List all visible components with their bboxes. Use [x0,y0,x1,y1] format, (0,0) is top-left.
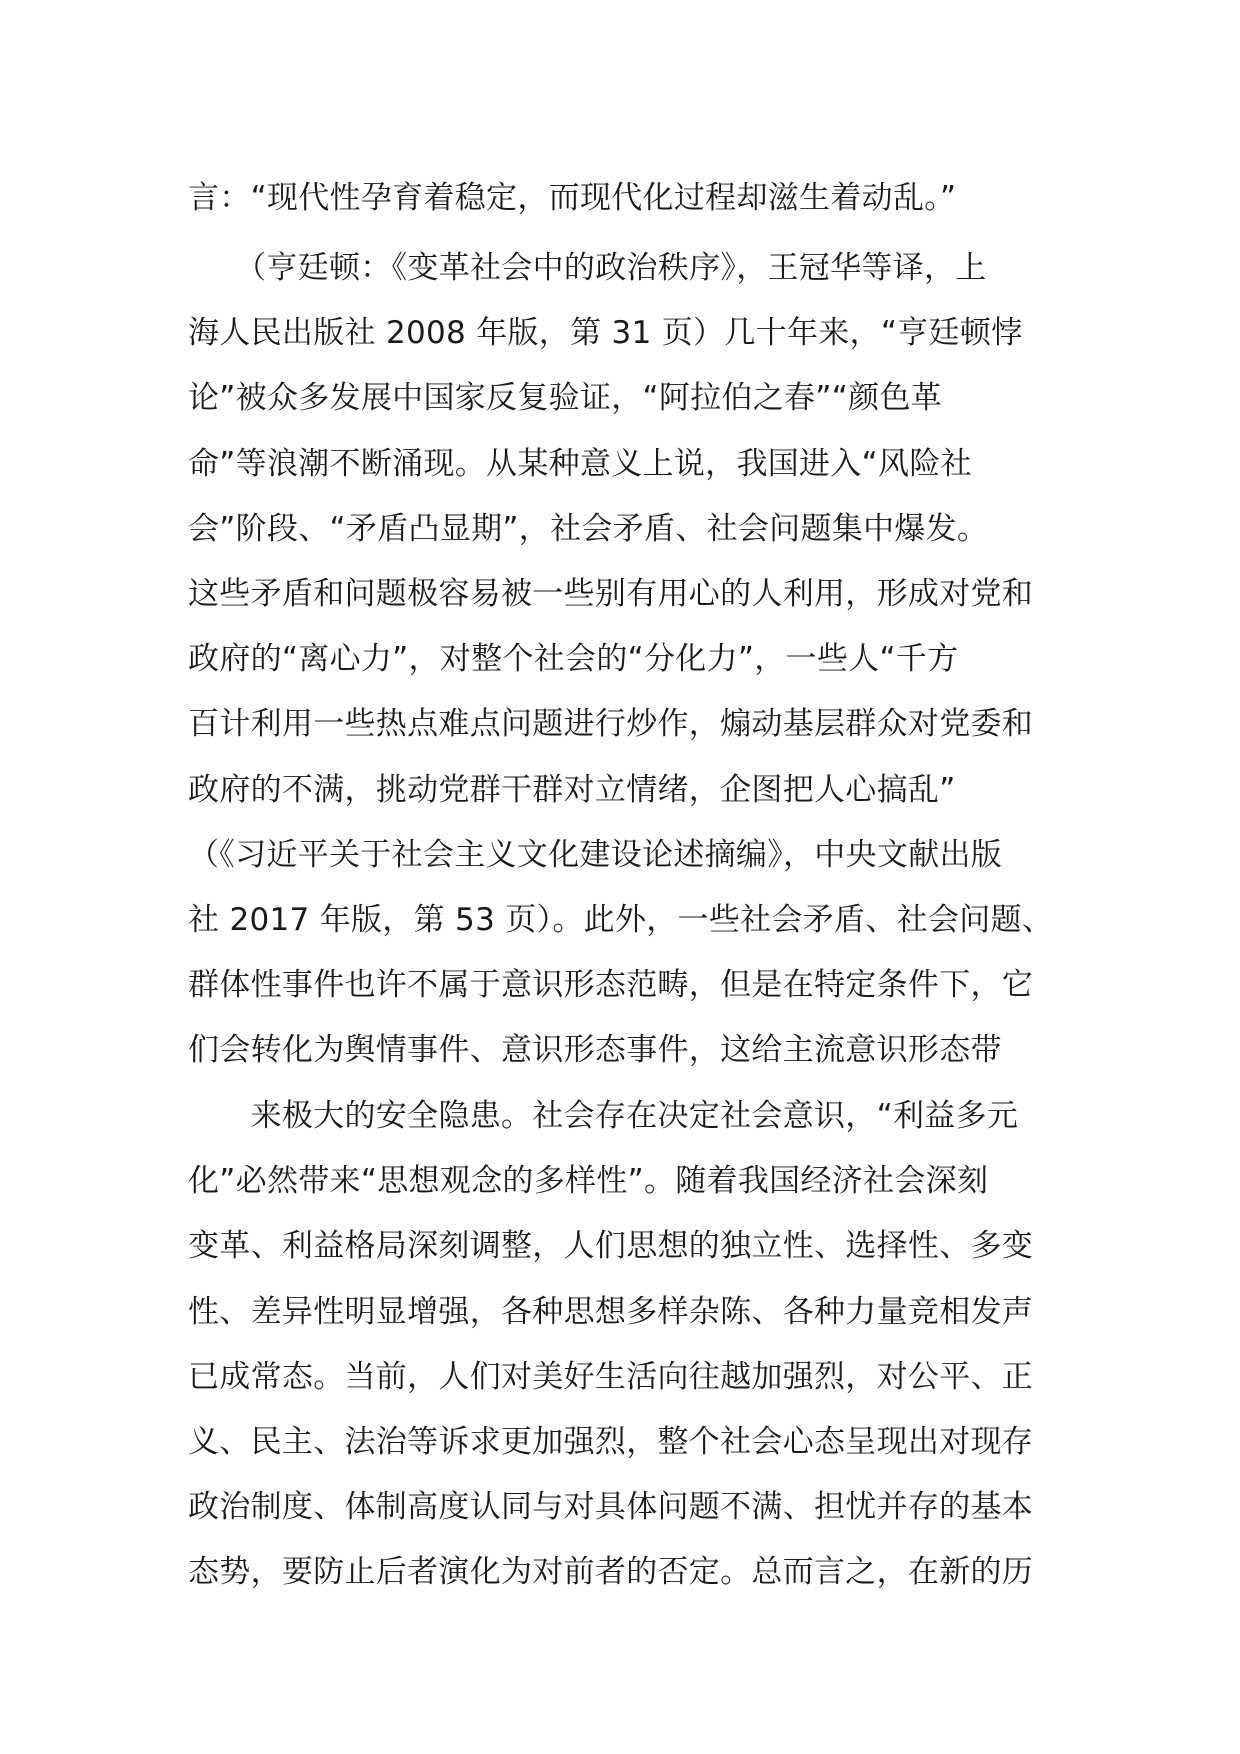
text-line: 百计利用一些热点难点问题进行炒作，煽动基层群众对党委和 [188,706,1034,743]
text-line: 政府的不满，挑动党群干群对立情绪，企图把人心搞乱” [188,771,956,808]
text-line: （《习近平关于社会主义文化建设论述摘编》，中央文献出版 [188,836,1003,873]
text-line: 政治制度、体制高度认同与对具体问题不满、担忧并存的基本 [188,1489,1034,1526]
text-line: 言：“现代性孕育着稳定，而现代化过程却滋生着动乱。” [188,180,957,216]
text-line: 政府的“离心力”，对整个社会的“分化力”，一些人“千方 [188,641,959,678]
text-line: 们会转化为舆情事件、意识形态事件，这给主流意识形态带 [188,1032,1002,1069]
text-line: 这些矛盾和问题极容易被一些别有用心的人利用，形成对党和 [188,575,1034,612]
text-line: 论”被众多发展中国家反复验证，“阿拉伯之春”“颜色革 [188,380,943,417]
text-line: 变革、利益格局深刻调整，人们思想的独立性、选择性、多变 [188,1228,1034,1265]
text-line: 社 2017 年版，第 53 页）。此外，一些社会矛盾、社会问题、 [188,901,1054,938]
paragraph-quote-end [188,166,1058,231]
text-line: 命”等浪潮不断涌现。从某种意义上说，我国进入“风险社 [188,445,972,482]
text-line: 化”必然带来“思想观念的多样性”。随着我国经济社会深刻 [188,1163,989,1200]
paragraph-huntington-citation [188,236,1058,1083]
text-line: 性、差异性明显增强，各种思想多样杂陈、各种力量竞相发声 [188,1293,1034,1330]
text-line: 态势，要防止后者演化为对前者的否定。总而言之，在新的历 [188,1554,1034,1591]
text-line: 来极大的安全隐患。社会存在决定社会意识，“利益多元 [188,1098,1019,1134]
text-line: 义、民主、法治等诉求更加强烈，整个社会心态呈现出对现存 [188,1423,1034,1460]
text-line: 会”阶段、“矛盾凸显期”，社会矛盾、社会问题集中爆发。 [188,510,989,547]
paragraph-security-risks [188,1084,1058,1606]
text-line: 海人民出版社 2008 年版，第 31 页）几十年来，“亨廷顿悖 [188,315,1023,352]
text-line: 已成常态。当前，人们对美好生活向往越加强烈，对公平、正 [188,1358,1034,1395]
text-line: 群体性事件也许不属于意识形态范畴，但是在特定条件下，它 [188,967,1034,1004]
text-line: （亨廷顿：《变革社会中的政治秩序》，王冠华等译，上 [188,250,987,286]
